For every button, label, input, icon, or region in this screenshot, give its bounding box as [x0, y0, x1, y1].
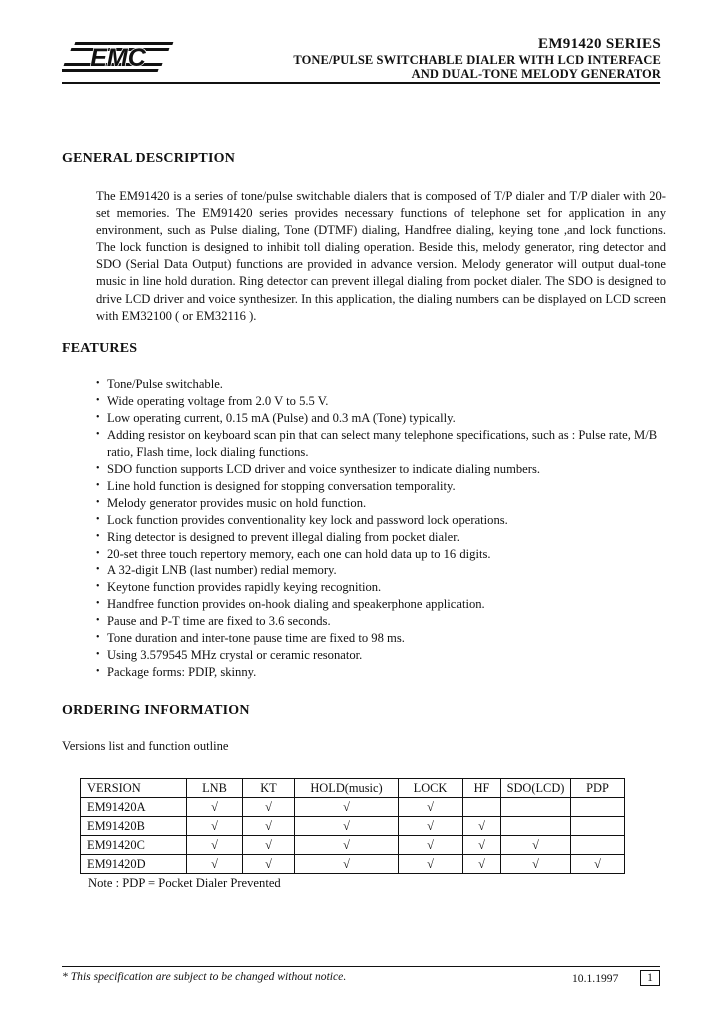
table-row	[81, 836, 625, 855]
column-header: SDO(LCD)	[501, 779, 571, 798]
table-cell: √	[501, 836, 571, 855]
feature-item: • 20-set three touch repertory memory, each one can hold data up to 16 digits.	[96, 546, 676, 563]
table-cell: EM91420C	[81, 836, 187, 855]
column-header: VERSION	[81, 779, 187, 798]
emc-logo	[62, 40, 174, 74]
table-cell	[571, 836, 625, 855]
feature-item: • SDO function supports LCD driver and voice synthesizer to indicate dialing numbers.	[96, 461, 676, 478]
table-cell: √	[295, 817, 399, 836]
features-list	[96, 376, 676, 681]
table-cell	[463, 798, 501, 817]
feature-item: • Keytone function provides rapidly keying recognition.	[96, 579, 676, 596]
feature-item: • Lock function provides conventionality key lock and password lock operations.	[96, 512, 676, 529]
table-cell: √	[243, 855, 295, 874]
table-cell: √	[501, 855, 571, 874]
table-cell: √	[187, 817, 243, 836]
versions-table	[80, 778, 625, 874]
subtitle-line-1: TONE/PULSE SWITCHABLE DIALER WITH LCD INTERFACE	[293, 53, 661, 67]
table-cell: √	[187, 798, 243, 817]
column-header: KT	[243, 779, 295, 798]
table-cell: √	[463, 855, 501, 874]
footer-rule	[62, 966, 660, 967]
table-cell: √	[399, 798, 463, 817]
table-cell: √	[399, 836, 463, 855]
table-cell: √	[187, 855, 243, 874]
table-cell: √	[295, 855, 399, 874]
title-block	[293, 36, 661, 81]
table-cell	[571, 817, 625, 836]
feature-item: • Adding resistor on keyboard scan pin that can select many telephone specifications, such as : Pulse rate, M/B ratio, Flash time, lock dialing functions.	[96, 427, 676, 461]
column-header: HF	[463, 779, 501, 798]
table-cell: √	[295, 836, 399, 855]
feature-item: • Package forms: PDIP, skinny.	[96, 664, 676, 681]
table-cell: √	[187, 836, 243, 855]
table-cell: √	[243, 817, 295, 836]
table-row	[81, 855, 625, 874]
table-cell: EM91420A	[81, 798, 187, 817]
footer-date: 10.1.1997	[572, 972, 619, 985]
page-number: 1	[640, 970, 660, 986]
table-cell: √	[399, 855, 463, 874]
table-note: Note : PDP = Pocket Dialer Prevented	[88, 876, 281, 890]
column-header: LNB	[187, 779, 243, 798]
header-rule	[62, 82, 660, 84]
feature-item: • Tone duration and inter-tone pause time are fixed to 98 ms.	[96, 630, 676, 647]
feature-item: • Melody generator provides music on hold function.	[96, 495, 676, 512]
table-cell: √	[463, 817, 501, 836]
feature-item: • Line hold function is designed for stopping conversation temporality.	[96, 478, 676, 495]
table-cell: EM91420D	[81, 855, 187, 874]
features-heading: FEATURES	[62, 341, 138, 356]
feature-item: • Pause and P-T time are fixed to 3.6 seconds.	[96, 613, 676, 630]
table-cell: √	[243, 836, 295, 855]
feature-item: • A 32-digit LNB (last number) redial memory.	[96, 562, 676, 579]
column-header: LOCK	[399, 779, 463, 798]
general-description-heading: GENERAL DESCRIPTION	[62, 151, 236, 166]
logo-text: EMC	[90, 44, 146, 72]
general-description-paragraph: The EM91420 is a series of tone/pulse switchable dialers that is composed of T/P dialer and T/P dialer with 20-set memories. The EM91420 series provides necessary functions of telephone set for application in any environment, such as Pulse dialing, Tone (DTMF) dialing, Handfree dialing, keying tone ,and lock functions. The lock function is designed to inhibit toll dialing operation. Beside this, melody generator, ring detector and SDO (Serial Data Output) functions are provided in advance version. Melody generator will output dual-tone music in line hold duration. Ring detector can prevent illegal dialing from pocket dialer. The SDO is designed to drive LCD driver and voice synthesizer. In this application, the dialing numbers can be displayed on LCD screen with EM32100 ( or EM32116 ).	[96, 189, 666, 323]
table-cell: √	[399, 817, 463, 836]
table-cell	[571, 798, 625, 817]
table-row	[81, 817, 625, 836]
table-cell	[501, 798, 571, 817]
feature-item: • Wide operating voltage from 2.0 V to 5.5 V.	[96, 393, 676, 410]
series-title: EM91420 SERIES	[538, 36, 661, 52]
footer-notice: * This specification are subject to be changed without notice.	[62, 970, 347, 983]
table-row	[81, 798, 625, 817]
table-cell: √	[295, 798, 399, 817]
versions-label: Versions list and function outline	[62, 739, 229, 753]
table-cell: √	[463, 836, 501, 855]
column-header: HOLD(music)	[295, 779, 399, 798]
table-cell	[501, 817, 571, 836]
feature-item: • Using 3.579545 MHz crystal or ceramic resonator.	[96, 647, 676, 664]
feature-item: • Handfree function provides on-hook dialing and speakerphone application.	[96, 596, 676, 613]
column-header: PDP	[571, 779, 625, 798]
table-header-row	[81, 779, 625, 798]
table-cell: √	[243, 798, 295, 817]
feature-item: • Tone/Pulse switchable.	[96, 376, 676, 393]
feature-item: • Low operating current, 0.15 mA (Pulse) and 0.3 mA (Tone) typically.	[96, 410, 676, 427]
subtitle-line-2: AND DUAL-TONE MELODY GENERATOR	[411, 67, 661, 81]
ordering-information-heading: ORDERING INFORMATION	[62, 703, 250, 718]
feature-item: • Ring detector is designed to prevent illegal dialing from pocket dialer.	[96, 529, 676, 546]
table-cell: √	[571, 855, 625, 874]
table-cell: EM91420B	[81, 817, 187, 836]
